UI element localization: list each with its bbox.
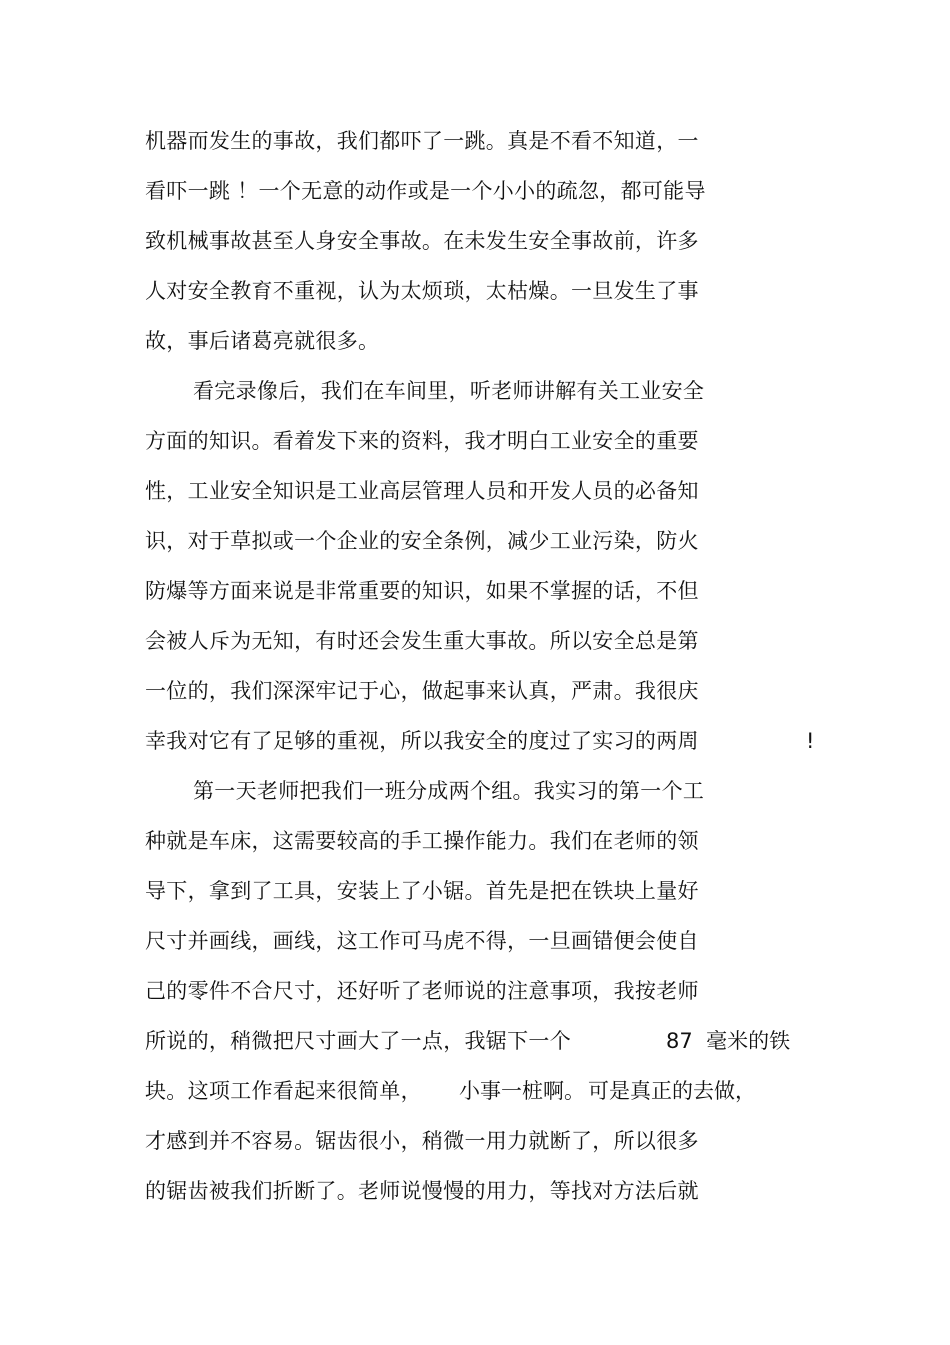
text-line: 故，事后诸葛亮就很多。: [145, 329, 380, 353]
text-line: 才感到并不容易。锯齿很小，稍微一用力就断了，所以很多: [145, 1129, 699, 1153]
text-line: 导下，拿到了工具，安装上了小锯。首先是把在铁块上量好: [145, 879, 699, 903]
text-line: 识，对于草拟或一个企业的安全条例，减少工业污染，防火: [145, 529, 699, 553]
text-line: 性，工业安全知识是工业高层管理人员和开发人员的必备知: [145, 479, 699, 503]
paragraph-first-line: 看完录像后，我们在车间里，听老师讲解有关工业安全: [193, 379, 705, 403]
text-line: 机器而发生的事故，我们都吓了一跳。真是不看不知道，一: [145, 129, 699, 153]
text-line: 幸我对它有了足够的重视，所以我安全的度过了实习的两周: [145, 729, 699, 753]
text-line: 所说的，稍微把尺寸画大了一点，我锯下一个: [145, 1029, 571, 1053]
text-line: 己的零件不合尺寸，还好听了老师说的注意事项，我按老师: [145, 979, 699, 1003]
text-line: 方面的知识。看着发下来的资料，我才明白工业安全的重要: [145, 429, 699, 453]
text-line: 会被人斥为无知，有时还会发生重大事故。所以安全总是第: [145, 629, 699, 653]
paragraph-first-line: 第一天老师把我们一班分成两个组。我实习的第一个工: [193, 779, 705, 803]
text-segment: 小事一桩啊。: [459, 1079, 585, 1103]
text-line: 致机械事故甚至人身安全事故。在未发生安全事故前，许多: [145, 229, 699, 253]
text-segment: 87 毫米的铁: [666, 1029, 791, 1053]
text-line: 一位的，我们深深牢记于心，做起事来认真，严肃。我很庆: [145, 679, 699, 703]
text-segment: 可是真正的去做，: [588, 1079, 756, 1103]
text-line: 人对安全教育不重视，认为太烦琐，太枯燥。一旦发生了事: [145, 279, 699, 303]
text-line: 防爆等方面来说是非常重要的知识，如果不掌握的话，不但: [145, 579, 699, 603]
text-line: 的锯齿被我们折断了。老师说慢慢的用力，等找对方法后就: [145, 1179, 699, 1203]
text-line: 看吓一跳 ！一个无意的动作或是一个小小的疏忽，都可能导: [145, 179, 706, 203]
text-line: 尺寸并画线，画线，这工作可马虎不得，一旦画错便会使自: [145, 929, 699, 953]
text-line: 块。这项工作看起来很简单，: [145, 1079, 422, 1103]
text-line: 种就是车床，这需要较高的手工操作能力。我们在老师的领: [145, 829, 699, 853]
line-end-mark: !: [806, 729, 815, 753]
